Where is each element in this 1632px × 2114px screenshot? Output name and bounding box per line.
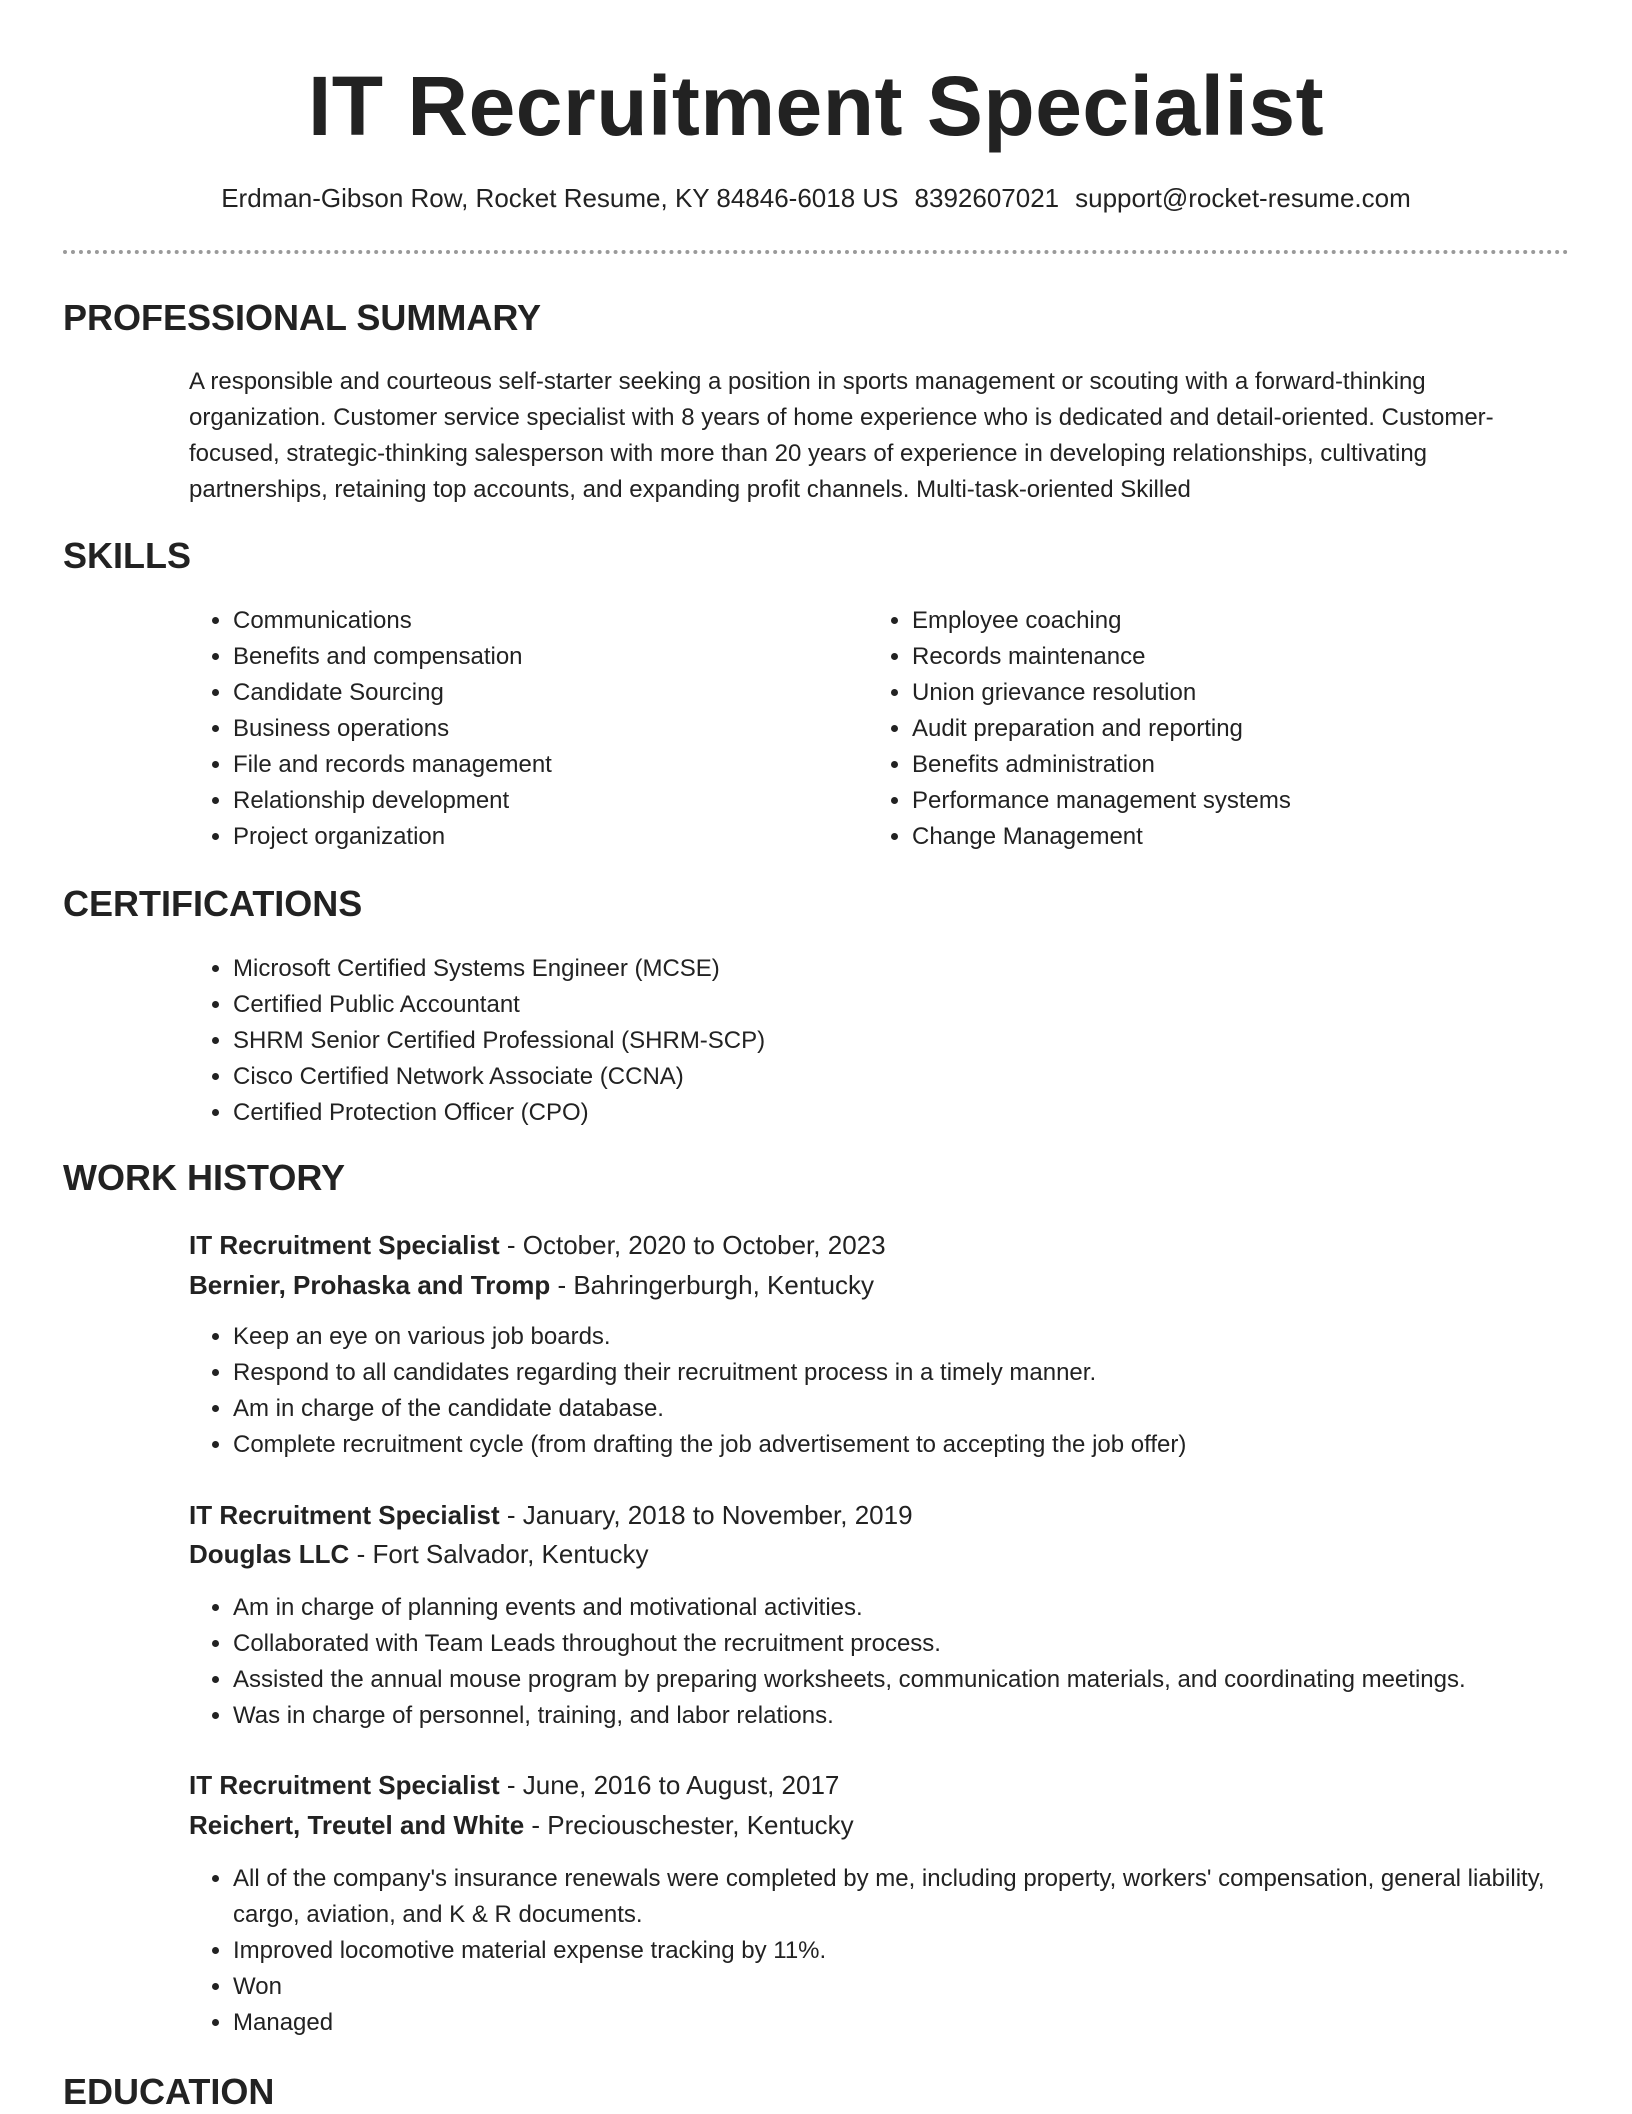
list-item: • Respond to all candidates regarding their recruitment process in a timely manner. xyxy=(233,1355,1613,1391)
list-item: • Am in charge of planning events and motivational activities. xyxy=(233,1590,1613,1626)
skills-list-right xyxy=(868,603,1592,855)
list-item: • File and records management xyxy=(233,747,833,783)
list-item: • Won xyxy=(233,1969,1613,2005)
list-item: • Audit preparation and reporting xyxy=(912,711,1592,747)
list-item: • Records maintenance xyxy=(912,639,1592,675)
job-location: - Fort Salvador, Kentucky xyxy=(349,1539,649,1569)
list-item: • Collaborated with Team Leads throughout the recruitment process. xyxy=(233,1626,1613,1662)
job-role: IT Recruitment Specialist xyxy=(189,1770,500,1800)
job-title-line xyxy=(189,1766,839,1804)
job-bullets xyxy=(189,1861,1613,2041)
job-role: IT Recruitment Specialist xyxy=(189,1230,500,1260)
job-role: IT Recruitment Specialist xyxy=(189,1500,500,1530)
list-item: • Candidate Sourcing xyxy=(233,675,833,711)
job-company: Douglas LLC xyxy=(189,1539,350,1569)
list-item: • Business operations xyxy=(233,711,833,747)
list-item: • All of the company's insurance renewals were completed by me, including property, workers' compensation, general liability, cargo, aviation, and K & R documents. xyxy=(233,1861,1613,1933)
list-item: • Certified Protection Officer (CPO) xyxy=(233,1095,1593,1131)
skills-list-left xyxy=(189,603,833,855)
list-item: • Employee coaching xyxy=(912,603,1592,639)
header-divider xyxy=(63,250,1569,254)
list-item: • Was in charge of personnel, training, and labor relations. xyxy=(233,1698,1613,1734)
contact-phone: 8392607021 xyxy=(914,183,1060,213)
job-dates: - October, 2020 to October, 2023 xyxy=(499,1230,886,1260)
job-title-line xyxy=(189,1226,886,1264)
job-dates: - June, 2016 to August, 2017 xyxy=(499,1770,840,1800)
list-item: • SHRM Senior Certified Professional (SHRM-SCP) xyxy=(233,1023,1593,1059)
section-title-work-history: WORK HISTORY xyxy=(63,1157,346,1198)
job-bullets xyxy=(189,1590,1613,1734)
list-item: • Improved locomotive material expense tracking by 11%. xyxy=(233,1933,1613,1969)
list-item: • Benefits administration xyxy=(912,747,1592,783)
list-item: • Project organization xyxy=(233,819,833,855)
list-item: • Assisted the annual mouse program by preparing worksheets, communication materials, and coordinating meetings. xyxy=(233,1662,1613,1698)
list-item: • Complete recruitment cycle (from drafting the job advertisement to accepting the job offer) xyxy=(233,1427,1613,1463)
contact-address: Erdman-Gibson Row, Rocket Resume, KY 84846-6018 US xyxy=(221,183,899,213)
list-item: • Union grievance resolution xyxy=(912,675,1592,711)
section-title-skills: SKILLS xyxy=(63,535,192,576)
certifications-list xyxy=(189,951,1593,1131)
list-item: • Am in charge of the candidate database. xyxy=(233,1391,1613,1427)
job-location: - Bahringerburgh, Kentucky xyxy=(550,1270,874,1300)
contact-line xyxy=(0,180,1632,216)
list-item: • Microsoft Certified Systems Engineer (MCSE) xyxy=(233,951,1593,987)
job-company-line xyxy=(189,1535,648,1573)
section-title-education: EDUCATION xyxy=(63,2071,275,2112)
job-company: Bernier, Prohaska and Tromp xyxy=(189,1270,551,1300)
job-dates: - January, 2018 to November, 2019 xyxy=(499,1500,913,1530)
list-item: • Performance management systems xyxy=(912,783,1592,819)
list-item: • Certified Public Accountant xyxy=(233,987,1593,1023)
job-bullets xyxy=(189,1319,1613,1463)
list-item: • Keep an eye on various job boards. xyxy=(233,1319,1613,1355)
job-company-line xyxy=(189,1806,854,1844)
candidate-name: IT Recruitment Specialist xyxy=(307,59,1325,153)
list-item: • Relationship development xyxy=(233,783,833,819)
section-title-certifications: CERTIFICATIONS xyxy=(63,883,363,924)
list-item: • Benefits and compensation xyxy=(233,639,833,675)
job-location: - Preciouschester, Kentucky xyxy=(524,1810,854,1840)
list-item: • Managed xyxy=(233,2005,1613,2041)
contact-email: support@rocket-resume.com xyxy=(1075,183,1411,213)
section-title-summary: PROFESSIONAL SUMMARY xyxy=(63,297,542,338)
list-item: • Communications xyxy=(233,603,833,639)
list-item: • Change Management xyxy=(912,819,1592,855)
job-title-line xyxy=(189,1496,913,1534)
list-item: • Cisco Certified Network Associate (CCNA) xyxy=(233,1059,1593,1095)
job-company-line xyxy=(189,1266,874,1304)
job-company: Reichert, Treutel and White xyxy=(189,1810,525,1840)
summary-text: A responsible and courteous self-starter seeking a position in sports management or scouting with a forward-thinking organization. Customer service specialist with 8 years of home experience who is dedicated and detail-oriented. Customer-focused, strategic-thinking salesperson with more than 20 years of experience in developing relationships, cultivating partnerships, retaining top accounts, and expanding profit channels. Multi-task-oriented Skilled xyxy=(189,368,1494,503)
